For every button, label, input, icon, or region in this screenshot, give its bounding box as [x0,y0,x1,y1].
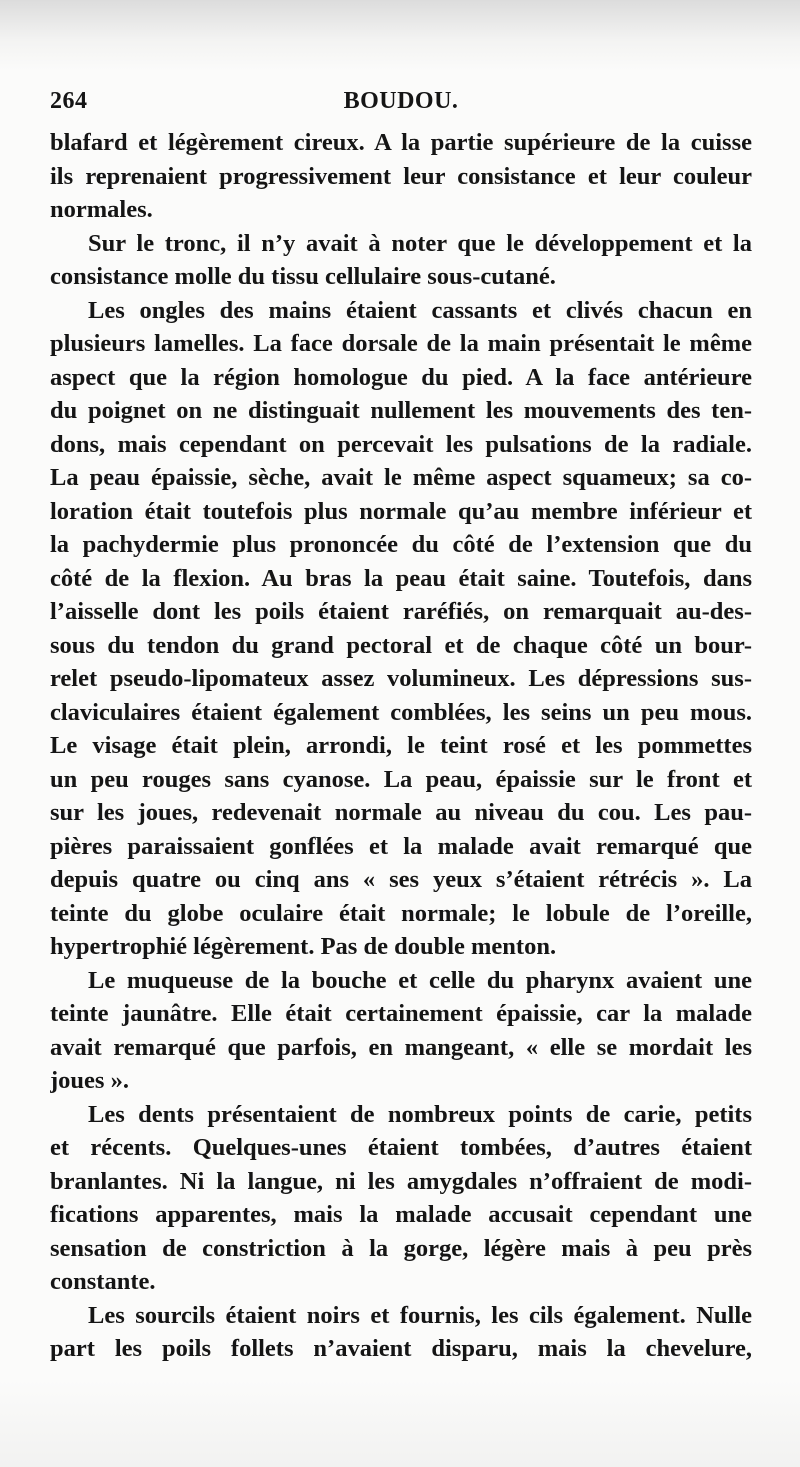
running-title: BOUDOU. [343,88,459,114]
text-line: du poignet on ne distinguait nullement les mouvements des ten- [50,397,752,424]
text-line: aspect que la région homologue du pied. A la face antérieure [50,363,752,391]
text-line: sensation de constriction à la gorge, légère mais à peu près [50,1234,752,1262]
text-line: côté de la flexion. Au bras la peau était saine. Toutefois, dans [50,564,752,592]
text-line: ils reprenaient progressivement leur consistance et leur couleur [50,162,752,190]
paragraph-start-line: Les dents présentaient de nombreux points de carie, petits [88,1100,752,1128]
text-line: pières paraissaient gonflées et la malade avait remarqué que [50,832,752,860]
text-line: sous du tendon du grand pectoral et de chaque côté un bour- [50,631,752,659]
text-line: plusieurs lamelles. La face dorsale de la main présentait le même [50,330,752,357]
text-line: la pachydermie plus prononcée du côté de l’extension que du [50,531,752,558]
text-line: un peu rouges sans cyanose. La peau, épaissie sur le front et [50,765,752,793]
text-line: normales. [50,196,153,223]
text-line: joues ». [50,1067,129,1094]
page-header [50,88,752,122]
text-line: et récents. Quelques-unes étaient tombées, d’autres étaient [50,1134,752,1161]
text-line: teinte jaunâtre. Elle était certainement épaissie, car la malade [50,1000,752,1027]
text-line: blafard et légèrement cireux. A la partie supérieure de la cuisse [50,129,752,156]
text-line: dons, mais cependant on percevait les pulsations de la radiale. [50,430,752,458]
text-line: hypertrophié légèrement. Pas de double menton. [50,933,557,960]
text-line: sur les joues, redevenait normale au niveau du cou. Les pau- [50,799,752,826]
text-line: part les poils follets n’avaient disparu, mais la chevelure, [50,1335,752,1362]
body-text [50,126,752,1366]
paragraph-start-line: Le muqueuse de la bouche et celle du pharynx avaient une [88,966,752,994]
text-line: branlantes. Ni la langue, ni les amygdales n’offraient de modi- [50,1167,752,1195]
text-line: Le visage était plein, arrondi, le teint rosé et les pommettes [50,732,752,759]
text-line: La peau épaissie, sèche, avait le même aspect squameux; sa co- [50,464,752,491]
text-line: constante. [50,1268,156,1295]
paragraph-start-line: Sur le tronc, il n’y avait à noter que le développement et la [88,229,752,257]
text-line: loration était toutefois plus normale qu’au membre inférieur et [50,497,752,525]
text-line: consistance molle du tissu cellulaire sous-cutané. [50,263,556,290]
text-line: fications apparentes, mais la malade accusait cependant une [50,1201,752,1228]
text-line: avait remarqué que parfois, en mangeant, « elle se mordait les [50,1033,752,1061]
page-number: 264 [50,88,88,114]
paragraph-start-line: Les sourcils étaient noirs et fournis, les cils également. Nulle [88,1301,752,1329]
text-line: relet pseudo-lipomateux assez volumineux. Les dépressions sus- [50,665,752,692]
text-line: teinte du globe oculaire était normale; le lobule de l’oreille, [50,899,752,927]
text-line: l’aisselle dont les poils étaient raréfiés, on remarquait au-des- [50,598,752,625]
paragraph-start-line: Les ongles des mains étaient cassants et clivés chacun en [88,296,752,324]
text-line: claviculaires étaient également comblées, les seins un peu mous. [50,698,752,726]
text-line: depuis quatre ou cinq ans « ses yeux s’étaient rétrécis ». La [50,866,752,893]
